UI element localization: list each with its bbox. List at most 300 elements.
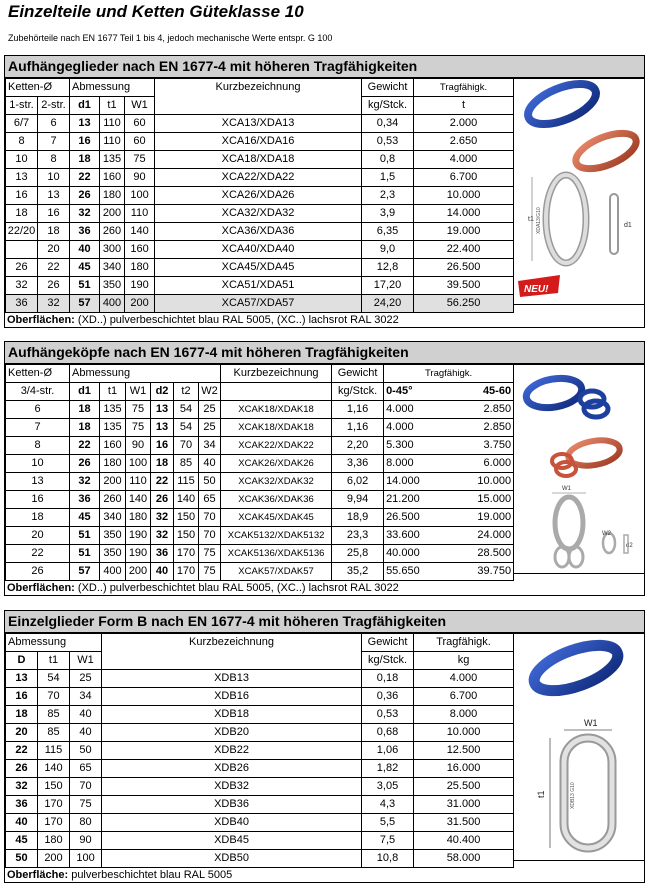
col-head-kurzbezeichnung: Kurzbezeichnung xyxy=(155,79,362,115)
link-illustration xyxy=(514,634,645,861)
table-row xyxy=(6,796,514,814)
table-cell: 4.000 xyxy=(414,151,514,169)
table-cell: 300 xyxy=(100,241,125,259)
col-head-w1: W1 xyxy=(70,652,102,670)
table-cell xyxy=(6,241,38,259)
table-cell: 140 xyxy=(125,223,155,241)
table-cell: 40 xyxy=(151,563,174,581)
table-cell: 16.000 xyxy=(414,760,514,778)
table-cell: 26.500 xyxy=(384,509,433,527)
table-cell: 10 xyxy=(6,151,38,169)
section-title: Einzelglieder Form B nach EN 1677-4 mit höheren Tragfähigkeiten xyxy=(5,611,644,633)
table-row xyxy=(6,133,514,151)
table-cell: 13 xyxy=(70,115,100,133)
table-cell: 170 xyxy=(174,563,199,581)
col-head-34str: 3/4-str. xyxy=(6,383,70,401)
table-row xyxy=(6,437,514,455)
table-cell: 8.000 xyxy=(384,455,433,473)
table-aufhaengeglieder xyxy=(5,78,514,313)
col-head-tragfaehigkeit: Tragfähigk. xyxy=(384,365,514,383)
table-cell: 19.000 xyxy=(433,509,514,527)
table-cell: 25 xyxy=(70,670,102,688)
table-cell: 75 xyxy=(125,151,155,169)
table-cell: 40 xyxy=(70,241,100,259)
table-cell: 6.700 xyxy=(414,169,514,187)
table-cell: 4.000 xyxy=(414,670,514,688)
table-cell: 35,2 xyxy=(332,563,384,581)
col-head-kg: kg/Stck. xyxy=(332,383,384,401)
table-cell: 90 xyxy=(125,169,155,187)
table-cell: XDB26 xyxy=(102,760,362,778)
table-cell: XCA36/XDA36 xyxy=(155,223,362,241)
table-cell: 10 xyxy=(38,169,70,187)
col-head-gewicht: Gewicht xyxy=(362,634,414,652)
col-head-gewicht: Gewicht xyxy=(332,365,384,383)
table-row xyxy=(6,670,514,688)
table-cell: XCA32/XDA32 xyxy=(155,205,362,223)
table-cell: 100 xyxy=(125,187,155,205)
table-cell: 13 xyxy=(6,169,38,187)
table-row xyxy=(6,223,514,241)
table-cell: XCAK18/XDAK18 xyxy=(221,401,332,419)
section-footer: Oberflächen: (XD..) pulverbeschichtet blau RAL 5005, (XC..) lachsrot RAL 3022 xyxy=(7,582,399,594)
table-cell: 51 xyxy=(70,527,100,545)
table-cell: 65 xyxy=(70,760,102,778)
table-cell: 18 xyxy=(70,151,100,169)
table-cell: 22 xyxy=(38,259,70,277)
table-row xyxy=(6,151,514,169)
table-row xyxy=(6,419,514,437)
ring-illustration xyxy=(514,79,645,305)
table-row xyxy=(6,706,514,724)
table-cell: XDB18 xyxy=(102,706,362,724)
table-cell: XCAK45/XDAK45 xyxy=(221,509,332,527)
table-cell: 14.000 xyxy=(414,205,514,223)
table-cell: 340 xyxy=(100,509,126,527)
col-head-w1: W1 xyxy=(126,383,151,401)
table-cell: 135 xyxy=(100,419,126,437)
table-cell: 0,18 xyxy=(362,670,414,688)
table-cell: 85 xyxy=(38,724,70,742)
table-cell: 0,8 xyxy=(362,151,414,169)
table-cell: 32 xyxy=(38,295,70,313)
col-head-abmessung: Abmessung xyxy=(70,365,221,383)
table-cell: 170 xyxy=(38,814,70,832)
table-cell: 12.500 xyxy=(414,742,514,760)
table-cell: 260 xyxy=(100,223,125,241)
table-cell: 16 xyxy=(6,688,38,706)
table-cell: 23,3 xyxy=(332,527,384,545)
table-cell: 7 xyxy=(38,133,70,151)
table-cell: 24,20 xyxy=(362,295,414,313)
neu-badge-icon xyxy=(518,275,560,297)
table-cell: 9,94 xyxy=(332,491,384,509)
table-row xyxy=(6,241,514,259)
table-cell: 75 xyxy=(70,796,102,814)
table-cell: 3.750 xyxy=(433,437,514,455)
table-cell: 180 xyxy=(126,509,151,527)
table-cell: 6,02 xyxy=(332,473,384,491)
col-head-w1: W1 xyxy=(125,97,155,115)
table-cell: XDB40 xyxy=(102,814,362,832)
col-head-t1: t1 xyxy=(100,97,125,115)
table-cell: 7 xyxy=(6,419,70,437)
table-row xyxy=(6,115,514,133)
table-cell: 6,35 xyxy=(362,223,414,241)
table-row xyxy=(6,491,514,509)
section-footer: Oberfläche: pulverbeschichtet blau RAL 5005 xyxy=(7,869,233,881)
table-cell: 26 xyxy=(6,760,38,778)
table-cell: 70 xyxy=(70,778,102,796)
col-head-1str: 1-str. xyxy=(6,97,38,115)
table-cell: 0,36 xyxy=(362,688,414,706)
table-cell: 18 xyxy=(70,419,100,437)
table-row xyxy=(6,169,514,187)
table-cell: 54 xyxy=(174,401,199,419)
table-cell: 25 xyxy=(199,419,221,437)
table-cell: 16 xyxy=(38,205,70,223)
table-cell: 24.000 xyxy=(433,527,514,545)
page-subtitle: Zubehörteile nach EN 1677 Teil 1 bis 4, jedoch mechanische Werte entspr. G 100 xyxy=(8,33,333,43)
table-cell: 36 xyxy=(70,223,100,241)
table-cell: 6/7 xyxy=(6,115,38,133)
table-cell: 75 xyxy=(199,545,221,563)
table-cell: 6 xyxy=(6,401,70,419)
table-cell: 90 xyxy=(70,832,102,850)
table-row xyxy=(6,509,514,527)
svg-text:W1: W1 xyxy=(584,718,598,728)
table-cell: 16 xyxy=(151,437,174,455)
table-cell: 80 xyxy=(70,814,102,832)
col-head-t1: t1 xyxy=(38,652,70,670)
table-cell: 40 xyxy=(70,724,102,742)
table-cell: 0,53 xyxy=(362,706,414,724)
table-cell: 50 xyxy=(70,742,102,760)
table-cell: 8 xyxy=(38,151,70,169)
col-head-gewicht: Gewicht xyxy=(362,79,414,97)
table-cell: 200 xyxy=(100,473,126,491)
col-head-ketten: Ketten-Ø xyxy=(6,365,70,383)
table-cell: 115 xyxy=(174,473,199,491)
table-cell: 200 xyxy=(125,295,155,313)
table-cell: 26 xyxy=(38,277,70,295)
table-cell: 0,34 xyxy=(362,115,414,133)
table-cell: 19.000 xyxy=(414,223,514,241)
table-cell: XCA13/XDA13 xyxy=(155,115,362,133)
table-cell: 22 xyxy=(70,437,100,455)
table-row xyxy=(6,778,514,796)
table-cell: 140 xyxy=(126,491,151,509)
table-cell: 1,16 xyxy=(332,419,384,437)
table-cell: 36 xyxy=(6,295,38,313)
table-cell: 1,5 xyxy=(362,169,414,187)
table-cell: 18 xyxy=(6,205,38,223)
table-cell: 13 xyxy=(151,401,174,419)
table-cell: 57 xyxy=(70,563,100,581)
table-row xyxy=(6,295,514,313)
table-cell: 20 xyxy=(6,527,70,545)
table-cell: 100 xyxy=(126,455,151,473)
table-cell: 170 xyxy=(174,545,199,563)
table-cell: 40 xyxy=(70,706,102,724)
table-cell: 10.000 xyxy=(414,187,514,205)
table-cell: 55.650 xyxy=(384,563,433,581)
col-head-0-45: 0-45° xyxy=(384,383,433,401)
table-cell: XDB22 xyxy=(102,742,362,760)
table-cell: 25,8 xyxy=(332,545,384,563)
table-cell: XCA18/XDA18 xyxy=(155,151,362,169)
table-cell: 3,9 xyxy=(362,205,414,223)
table-row xyxy=(6,688,514,706)
table-cell: 33.600 xyxy=(384,527,433,545)
table-cell: 25.500 xyxy=(414,778,514,796)
table-cell: 150 xyxy=(174,527,199,545)
table-cell: 7,5 xyxy=(362,832,414,850)
table-row xyxy=(6,277,514,295)
section-aufhaengekoepfe xyxy=(4,341,645,596)
table-cell: 51 xyxy=(70,545,100,563)
table-cell: XCAK5132/XDAK5132 xyxy=(221,527,332,545)
table-cell: 57 xyxy=(70,295,100,313)
table-cell: 4.000 xyxy=(384,419,433,437)
table-cell: 20 xyxy=(6,724,38,742)
table-cell: 400 xyxy=(100,563,126,581)
table-cell: 160 xyxy=(125,241,155,259)
table-cell: 160 xyxy=(100,169,125,187)
table-cell: 40.400 xyxy=(414,832,514,850)
figure-aufhaengeglied xyxy=(513,78,645,305)
svg-text:d2: d2 xyxy=(626,543,633,549)
svg-text:NEU!: NEU! xyxy=(524,284,549,295)
table-cell: 0,68 xyxy=(362,724,414,742)
table-cell: 4.000 xyxy=(384,401,433,419)
table-cell: 50 xyxy=(6,850,38,868)
table-cell: 32 xyxy=(151,509,174,527)
table-cell: 180 xyxy=(100,455,126,473)
table-cell: 18 xyxy=(151,455,174,473)
table-row xyxy=(6,259,514,277)
table-cell: XDB50 xyxy=(102,850,362,868)
table-cell: 170 xyxy=(38,796,70,814)
table-cell: 110 xyxy=(100,133,125,151)
col-head-kurzbezeichnung: Kurzbezeichnung xyxy=(102,634,362,670)
table-cell: 5,5 xyxy=(362,814,414,832)
table-cell: XCAK36/XDAK36 xyxy=(221,491,332,509)
table-cell: 16 xyxy=(6,491,70,509)
table-cell: 75 xyxy=(126,401,151,419)
table-cell: 45 xyxy=(70,259,100,277)
table-cell: 10,8 xyxy=(362,850,414,868)
table-cell: 70 xyxy=(38,688,70,706)
table-cell: 22.400 xyxy=(414,241,514,259)
table-row xyxy=(6,401,514,419)
table-row xyxy=(6,563,514,581)
table-cell: 260 xyxy=(100,491,126,509)
table-cell: 1,06 xyxy=(362,742,414,760)
table-cell: 18 xyxy=(70,401,100,419)
table-cell: 13 xyxy=(151,419,174,437)
col-head-t: t xyxy=(414,97,514,115)
table-cell: 90 xyxy=(126,437,151,455)
table-cell: 14.000 xyxy=(384,473,433,491)
table-cell: 8.000 xyxy=(414,706,514,724)
table-cell: 50 xyxy=(199,473,221,491)
table-row xyxy=(6,832,514,850)
table-cell: 36 xyxy=(6,796,38,814)
table-row xyxy=(6,850,514,868)
table-cell: 100 xyxy=(70,850,102,868)
table-cell: 140 xyxy=(174,491,199,509)
table-cell: 26 xyxy=(151,491,174,509)
table-cell: 13 xyxy=(38,187,70,205)
table-cell: 1,16 xyxy=(332,401,384,419)
table-cell: 32 xyxy=(6,778,38,796)
table-cell: 8 xyxy=(6,437,70,455)
table-cell: 39.500 xyxy=(414,277,514,295)
col-head-45-60: 45-60 xyxy=(433,383,514,401)
table-cell: 350 xyxy=(100,545,126,563)
table-cell: 350 xyxy=(100,527,126,545)
table-cell: 2.000 xyxy=(414,115,514,133)
table-cell: 10 xyxy=(6,455,70,473)
table-cell: 200 xyxy=(38,850,70,868)
table-cell: 51 xyxy=(70,277,100,295)
svg-text:t1: t1 xyxy=(528,216,534,223)
table-cell: 58.000 xyxy=(414,850,514,868)
table-cell: 18 xyxy=(6,706,38,724)
table-row xyxy=(6,187,514,205)
table-cell: 60 xyxy=(125,115,155,133)
table-cell: 40.000 xyxy=(384,545,433,563)
col-head-tragfaehigkeit: Tragfähigk. xyxy=(414,634,514,652)
col-head-kg-stck: kg/Stck. xyxy=(362,652,414,670)
table-cell: XCA57/XDA57 xyxy=(155,295,362,313)
svg-text:W1: W1 xyxy=(562,486,571,492)
table-cell: XCAK22/XDAK22 xyxy=(221,437,332,455)
table-cell: 56.250 xyxy=(414,295,514,313)
table-cell: XCAK18/XDAK18 xyxy=(221,419,332,437)
table-cell: 110 xyxy=(126,473,151,491)
table-cell: 5.300 xyxy=(384,437,433,455)
section-title: Aufhängeköpfe nach EN 1677-4 mit höheren Tragfähigkeiten xyxy=(5,342,644,364)
table-cell: 17,20 xyxy=(362,277,414,295)
table-cell: 400 xyxy=(100,295,125,313)
table-cell: 12,8 xyxy=(362,259,414,277)
table-cell: 16 xyxy=(70,133,100,151)
table-cell: 70 xyxy=(199,509,221,527)
table-cell: XDB32 xyxy=(102,778,362,796)
col-head-kg: kg xyxy=(414,652,514,670)
table-cell: 26 xyxy=(6,563,70,581)
table-cell: 180 xyxy=(38,832,70,850)
svg-text:d1: d1 xyxy=(624,222,632,229)
table-cell: 13 xyxy=(6,473,70,491)
svg-text:XDB13 G10: XDB13 G10 xyxy=(570,782,576,809)
col-head-abmessung: Abmessung xyxy=(70,79,155,97)
table-cell: XCAK5136/XDAK5136 xyxy=(221,545,332,563)
col-head-tragfaehigkeit: Tragfähigk. xyxy=(414,79,514,97)
section-einzelglieder xyxy=(4,610,645,883)
table-cell: 190 xyxy=(126,545,151,563)
table-cell: 140 xyxy=(38,760,70,778)
col-head-t1: t1 xyxy=(100,383,126,401)
table-einzelglieder xyxy=(5,633,514,868)
col-head-d1: d1 xyxy=(70,383,100,401)
table-cell: 36 xyxy=(70,491,100,509)
table-cell: 10.000 xyxy=(433,473,514,491)
table-cell: 115 xyxy=(38,742,70,760)
table-cell: XDB45 xyxy=(102,832,362,850)
table-cell: 26.500 xyxy=(414,259,514,277)
table-cell: 32 xyxy=(70,205,100,223)
table-cell: 190 xyxy=(126,527,151,545)
table-cell: XDB20 xyxy=(102,724,362,742)
col-head-abmessung: Abmessung xyxy=(6,634,102,652)
table-cell: 180 xyxy=(100,187,125,205)
table-cell: 39.750 xyxy=(433,563,514,581)
col-head-kurzbezeichnung: Kurzbezeichnung xyxy=(221,365,332,383)
table-cell: 75 xyxy=(199,563,221,581)
table-cell: 6.000 xyxy=(433,455,514,473)
table-cell: 20 xyxy=(38,241,70,259)
table-cell: XCA26/XDA26 xyxy=(155,187,362,205)
table-cell: 60 xyxy=(125,133,155,151)
table-row xyxy=(6,814,514,832)
table-cell: 340 xyxy=(100,259,125,277)
table-cell: XCA51/XDA51 xyxy=(155,277,362,295)
table-cell: 36 xyxy=(151,545,174,563)
table-cell: XCAK57/XDAK57 xyxy=(221,563,332,581)
table-cell: 135 xyxy=(100,151,125,169)
col-head-w2: W2 xyxy=(199,383,221,401)
table-cell: 110 xyxy=(125,205,155,223)
table-row xyxy=(6,473,514,491)
page-title: Einzelteile und Ketten Güteklasse 10 xyxy=(8,2,304,21)
table-cell: 2.850 xyxy=(433,401,514,419)
table-cell: XCA22/XDA22 xyxy=(155,169,362,187)
table-cell: 200 xyxy=(100,205,125,223)
table-row xyxy=(6,455,514,473)
table-cell: 85 xyxy=(38,706,70,724)
table-cell: 3,36 xyxy=(332,455,384,473)
table-cell: 10.000 xyxy=(414,724,514,742)
blue-master-head-icon xyxy=(524,374,584,411)
table-cell: 110 xyxy=(100,115,125,133)
table-row xyxy=(6,205,514,223)
table-cell: 40 xyxy=(199,455,221,473)
table-cell: 16 xyxy=(6,187,38,205)
svg-text:XDA13/G10: XDA13/G10 xyxy=(536,207,542,234)
col-head-d2: d2 xyxy=(151,383,174,401)
table-row xyxy=(6,724,514,742)
table-cell: 31.000 xyxy=(414,796,514,814)
table-cell: 9,0 xyxy=(362,241,414,259)
table-cell: 4,3 xyxy=(362,796,414,814)
table-cell: 22/20 xyxy=(6,223,38,241)
table-cell: 200 xyxy=(126,563,151,581)
svg-text:W2: W2 xyxy=(602,531,611,537)
table-cell: 32 xyxy=(6,277,38,295)
table-cell: 18 xyxy=(38,223,70,241)
table-cell: XCA40/XDA40 xyxy=(155,241,362,259)
col-head-ketten: Ketten-Ø xyxy=(6,79,70,97)
table-cell: 150 xyxy=(38,778,70,796)
section-title: Aufhängeglieder nach EN 1677-4 mit höheren Tragfähigkeiten xyxy=(5,56,644,78)
table-cell: 3,05 xyxy=(362,778,414,796)
table-cell: 150 xyxy=(174,509,199,527)
table-row xyxy=(6,527,514,545)
table-cell: 13 xyxy=(6,670,38,688)
